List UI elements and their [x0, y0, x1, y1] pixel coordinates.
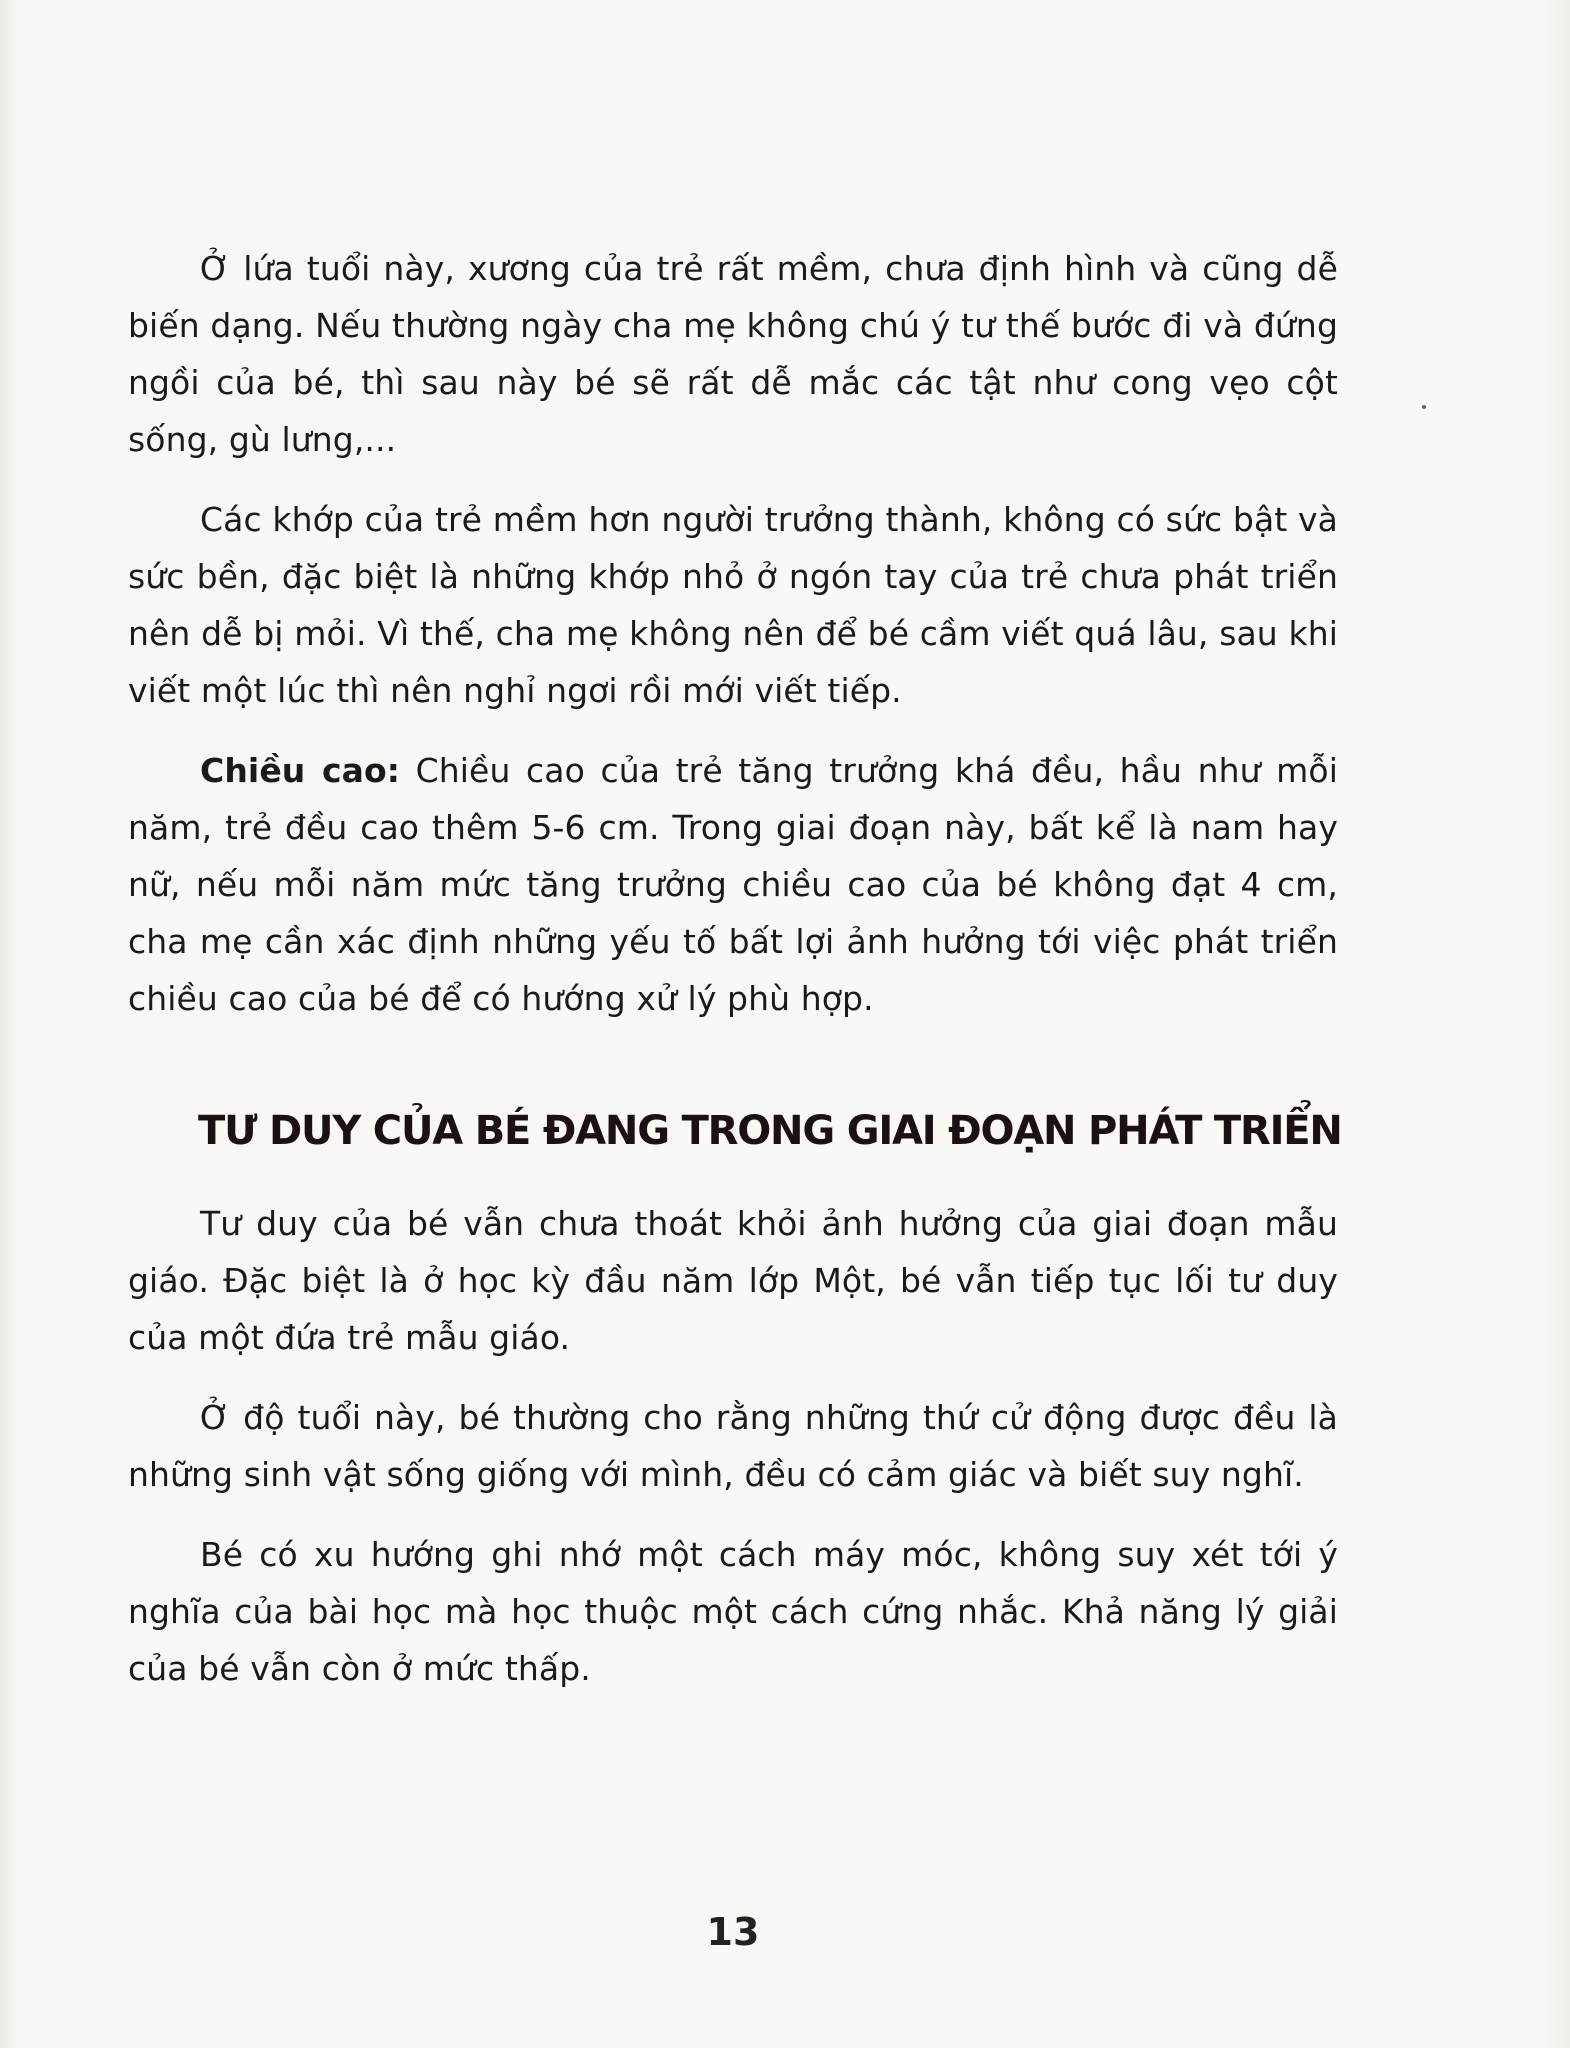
- section-heading: TƯ DUY CỦA BÉ ĐANG TRONG GIAI ĐOẠN PHÁT TRIỂN: [198, 1108, 1342, 1154]
- paragraph-text: Tư duy của bé vẫn chưa thoát khỏi ảnh hưởng của giai đoạn mẫu giáo. Đặc biệt là ở học kỳ đầu năm lớp Một, bé vẫn tiếp tục lối tư duy của một đứa trẻ mẫu giáo.: [128, 1204, 1338, 1357]
- section-thinking-development: [128, 1195, 1338, 1720]
- paragraph-text: Ở độ tuổi này, bé thường cho rằng những thứ cử động được đều là những sinh vật sống giống với mình, đều có cảm giác và biết suy nghĩ.: [128, 1398, 1338, 1494]
- paragraph-text: Các khớp của trẻ mềm hơn người trưởng thành, không có sức bật và sức bền, đặc biệt là những khớp nhỏ ở ngón tay của trẻ chưa phát triển nên dễ bị mỏi. Vì thế, cha mẹ không nên để bé cầm viết quá lâu, sau khi viết một lúc thì nên nghỉ ngơi rồi mới viết tiếp.: [128, 500, 1338, 710]
- paper-speck: [1422, 405, 1426, 409]
- paragraph-lead-term: Chiều cao:: [200, 751, 401, 790]
- paragraph-rote-memory: [128, 1526, 1338, 1697]
- paragraph-text: Chiều cao của trẻ tăng trưởng khá đều, hầu như mỗi năm, trẻ đều cao thêm 5-6 cm. Trong giai đoạn này, bất kể là nam hay nữ, nếu mỗi năm mức tăng trưởng chiều cao của bé không đạt 4 cm, cha mẹ cần xác định những yếu tố bất lợi ảnh hưởng tới việc phát triển chiều cao của bé để có hướng xử lý phù hợp.: [128, 751, 1338, 1018]
- paragraph-text: Bé có xu hướng ghi nhớ một cách máy móc, không suy xét tới ý nghĩa của bài học mà học thuộc một cách cứng nhắc. Khả năng lý giải của bé vẫn còn ở mức thấp.: [128, 1535, 1338, 1688]
- paragraph-living-things: [128, 1389, 1338, 1503]
- page-number: 13: [706, 1910, 760, 1954]
- paragraph-bones: [128, 240, 1338, 468]
- paragraph-kindergarten-thinking: [128, 1195, 1338, 1366]
- paragraph-joints: [128, 491, 1338, 719]
- paragraph-text: Ở lứa tuổi này, xương của trẻ rất mềm, chưa định hình và cũng dễ biến dạng. Nếu thường ngày cha mẹ không chú ý tư thế bước đi và đứng ngồi của bé, thì sau này bé sẽ rất dễ mắc các tật như cong vẹo cột sống, gù lưng,...: [128, 249, 1338, 459]
- section-physical-development: [128, 240, 1338, 1050]
- paragraph-height: [128, 742, 1338, 1027]
